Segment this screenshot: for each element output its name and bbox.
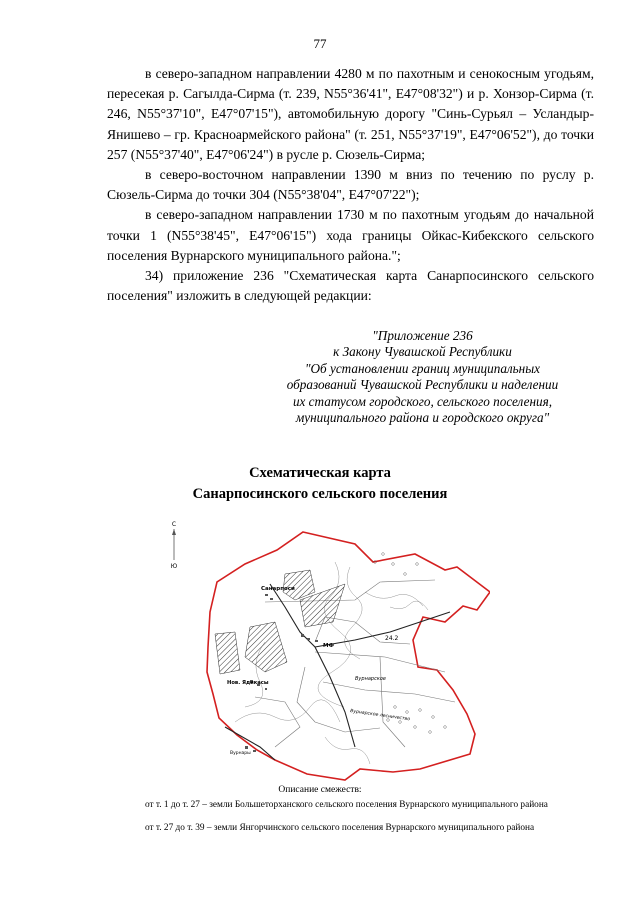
label-sanarposi: Санарпоси — [261, 586, 295, 592]
map-title-line: Санарпосинского сельского поселения — [192, 486, 448, 502]
body-text — [107, 64, 594, 306]
adjacency-text: от т. 1 до т. 27 – земли Большеторханского сельского поселения Вурнарского муниципального района — [145, 800, 548, 810]
hatched-field — [283, 570, 315, 600]
compass-south-label: Ю — [170, 563, 178, 570]
paragraph-2: в северо-восточном направлении 1390 м вниз по течению по руслу р. Сюзель-Сирма до точки 304 (N55°38'04", E47°07'22"); — [107, 167, 594, 203]
label-vurnary: Вурнары — [230, 751, 251, 756]
appendix-reference — [250, 328, 595, 426]
label-mf: МФ — [323, 643, 334, 649]
forest-markers — [374, 553, 447, 734]
paragraph-1: в северо-западном направлении 4280 м по пахотным и сенокосным угодьям, пересекая р. Сагылда-Сирма (т. 239, N55°36'41", E47°08'32") и р. Хонзор-Сирма (т. 246, N55°37'10", E47°07'15"), автомобильную дорогу "Синь-Сурьял – Усландыр-Янишево – гр. Красноармейского района" (т. 251, N55°37'19", E47°06'52"), до точки 257 (N55°37'40", E47°06'24") в русле р. Сюзель-Сирма; — [107, 66, 594, 162]
appendix-line: к Закону Чувашской Республики — [333, 344, 512, 360]
paragraph-3: в северо-западном направлении 1730 м по пахотным угодьям до начальной точки 1 (N55°38'45", E47°06'15") хода границы Ойкас-Кибекского сельского поселения Вурнарского муниципального района."; — [107, 207, 594, 263]
adjacency-text: от т. 27 до т. 39 – земли Янгорчинского сельского поселения Вурнарского муниципального района — [145, 823, 535, 833]
hatched-field — [215, 632, 240, 674]
appendix-line: муниципального района и городского округа" — [295, 410, 550, 426]
appendix-line: "Приложение 236 — [372, 328, 473, 343]
settlement-map — [205, 522, 490, 784]
paragraph-4: 34) приложение 236 "Схематическая карта Санарпосинского сельского поселения" изложить в следующей редакции: — [107, 268, 594, 304]
appendix-line: образований Чувашской Республики и наделении — [286, 377, 559, 393]
map-title-line: Схематическая карта — [249, 465, 391, 481]
label-area-number: 24.2 — [385, 635, 399, 642]
page-number: 77 — [313, 36, 327, 51]
adjacency-item — [107, 800, 594, 811]
appendix-line: "Об установлении границ муниципальных — [304, 360, 540, 376]
compass-north-label: С — [171, 521, 177, 528]
label-vurnar-forestry: Вурнарское лесничество — [349, 709, 411, 723]
roads — [225, 584, 450, 760]
adjacency-title: Описание смежеств: — [278, 785, 362, 795]
map-title — [0, 463, 640, 505]
appendix-line: их статусом городского, сельского поселения, — [292, 393, 553, 409]
compass-icon — [167, 520, 181, 570]
adjacency-item — [107, 823, 594, 834]
internal-boundaries — [255, 580, 455, 747]
label-nov-yadrikasy: Нов. Ядикасы — [227, 680, 269, 686]
hatched-field — [245, 622, 287, 672]
label-vurnar: Вурнарское — [355, 676, 386, 682]
